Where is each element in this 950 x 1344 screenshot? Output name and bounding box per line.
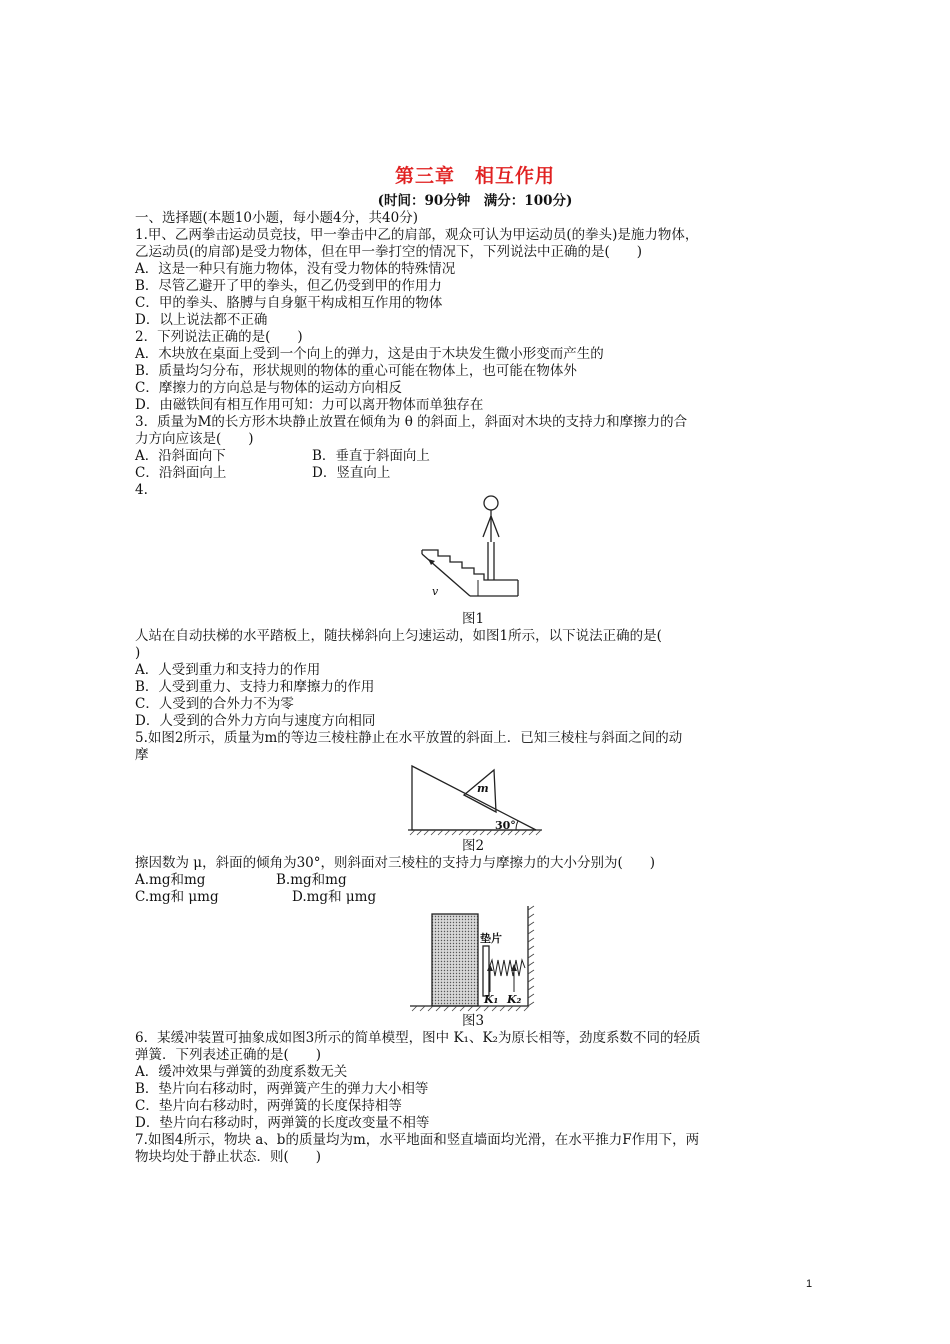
- q4-number: 4.: [135, 482, 148, 498]
- figure-2-angle-label: 30°: [495, 819, 516, 832]
- q6-option-a: A．缓冲效果与弹簧的劲度系数无关: [135, 1064, 348, 1080]
- q6-option-c: C．垫片向右移动时，两弹簧的长度保持相等: [135, 1098, 402, 1114]
- q6-stem-line2: 弹簧．下列表述正确的是( ): [135, 1047, 322, 1063]
- q1-option-b: B．尽管乙避开了甲的拳头，但乙仍受到甲的作用力: [135, 278, 442, 294]
- q4-option-c: C．人受到的合外力不为零: [135, 696, 294, 712]
- q3-stem-line2: 力方向应该是( ): [135, 431, 254, 447]
- q1-stem-line1: 1.甲、乙两拳击运动员竞技，甲一拳击中乙的肩部，观众可认为甲运动员(的拳头)是施力物体，: [135, 227, 699, 243]
- q2-stem: 2．下列说法正确的是( ): [135, 329, 303, 345]
- q4-stem-line1: 人站在自动扶梯的水平踏板上，随扶梯斜向上匀速运动，如图1所示，以下说法正确的是(: [135, 628, 662, 644]
- q6-option-d: D．垫片向右移动时，两弹簧的长度改变量不相等: [135, 1115, 430, 1131]
- page-number: 1: [806, 1278, 813, 1290]
- q4-option-d: D．人受到的合外力方向与速度方向相同: [135, 713, 376, 729]
- q5-stem-line2: 摩: [135, 747, 149, 763]
- figure-3-k2-label: K₂: [507, 993, 522, 1006]
- q6-stem-line1: 6．某缓冲装置可抽象成如图3所示的简单模型，图中 K₁、K₂为原长相等，劲度系数不同的轻质: [135, 1030, 701, 1046]
- figure-1-velocity-label: v: [432, 585, 439, 598]
- exam-info: (时间：90分钟 满分：100分): [377, 193, 573, 209]
- q5-stem-line1: 5.如图2所示，质量为m的等边三棱柱静止在水平放置的斜面上．已知三棱柱与斜面之间的动: [135, 730, 683, 746]
- q5-option-d: D.mg和 μmg: [292, 889, 377, 905]
- q1-option-c: C．甲的拳头、胳膊与自身躯干构成相互作用的物体: [135, 295, 443, 311]
- figure-3-pad-label: 垫片: [480, 932, 502, 945]
- q7-stem-line2: 物块均处于静止状态．则( ): [135, 1149, 322, 1165]
- q2-option-b: B．质量均匀分布，形状规则的物体的重心可能在物体上，也可能在物体外: [135, 363, 577, 379]
- q3-stem-line1: 3．质量为M的长方形木块静止放置在倾角为 θ 的斜面上，斜面对木块的支持力和摩擦力的合: [135, 414, 688, 430]
- q6-option-b: B．垫片向右移动时，两弹簧产生的弹力大小相等: [135, 1081, 429, 1097]
- figure-2-caption: 图2: [462, 838, 485, 854]
- q4-option-a: A．人受到重力和支持力的作用: [135, 662, 321, 678]
- figure-3-caption: 图3: [462, 1013, 485, 1029]
- q2-option-d: D．由磁铁间有相互作用可知：力可以离开物体而单独存在: [135, 397, 484, 413]
- figure-1-caption: 图1: [462, 611, 485, 627]
- q1-stem-line2: 乙运动员(的肩部)是受力物体，但在甲一拳打空的情况下，下列说法中正确的是( ): [135, 244, 643, 260]
- q7-stem-line1: 7.如图4所示，物块 a、b的质量均为m，水平地面和竖直墙面均光滑，在水平推力F作用下，两: [135, 1132, 700, 1148]
- q2-option-a: A．木块放在桌面上受到一个向上的弹力，这是由于木块发生微小形变而产生的: [135, 346, 604, 362]
- q3-option-c: C．沿斜面向上: [135, 465, 227, 481]
- q5-stem-line3: 擦因数为 μ，斜面的倾角为30°，则斜面对三棱柱的支持力与摩擦力的大小分别为( ): [135, 855, 656, 871]
- q1-option-a: A．这是一种只有施力物体，没有受力物体的特殊情况: [135, 261, 456, 277]
- q5-option-c: C.mg和 μmg: [135, 889, 219, 905]
- q3-option-b: B．垂直于斜面向上: [312, 448, 430, 464]
- q4-stem-line2: ): [135, 645, 141, 661]
- q1-option-d: D．以上说法都不正确: [135, 312, 268, 328]
- chapter-title: 第三章 相互作用: [394, 165, 555, 187]
- section-heading: 一、选择题(本题10小题，每小题4分，共40分): [135, 210, 418, 226]
- figure-2-incline: [408, 762, 544, 838]
- q5-option-a: A.mg和mg: [135, 872, 206, 888]
- figure-2-mass-label: m: [477, 782, 489, 795]
- q5-option-b: B.mg和mg: [276, 872, 347, 888]
- q3-option-d: D．竖直向上: [312, 465, 391, 481]
- q4-option-b: B．人受到重力、支持力和摩擦力的作用: [135, 679, 375, 695]
- q2-option-c: C．摩擦力的方向总是与物体的运动方向相反: [135, 380, 402, 396]
- q3-option-a: A．沿斜面向下: [135, 448, 226, 464]
- figure-3-k1-label: K₁: [484, 993, 499, 1006]
